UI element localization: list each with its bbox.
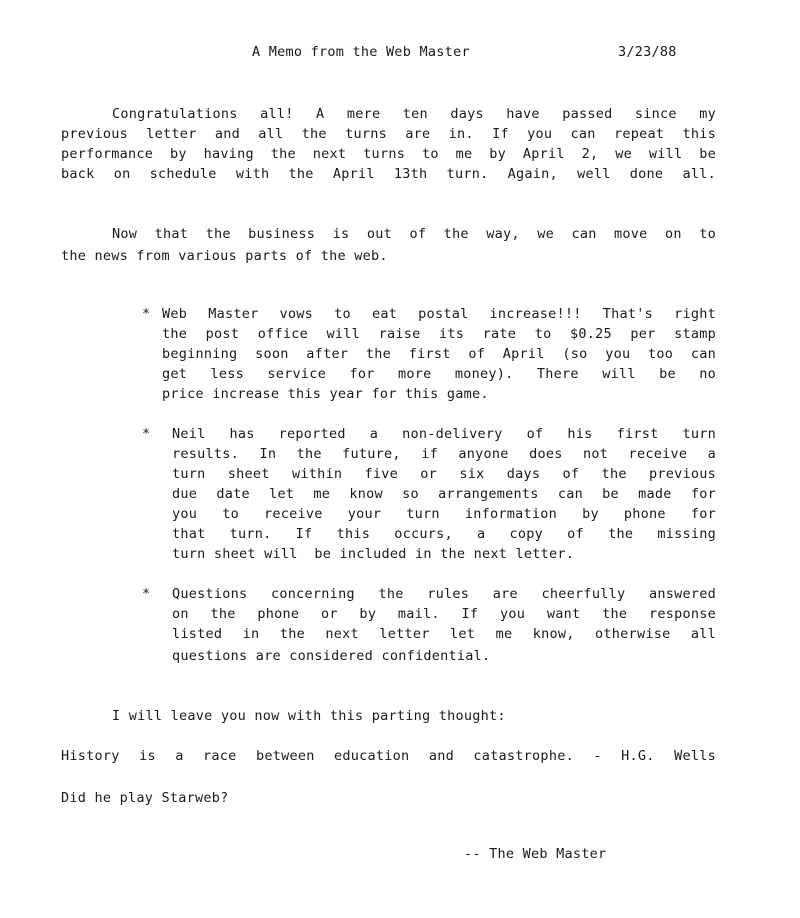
bullet-marker: * (142, 586, 151, 602)
bullet-line: beginning soon after the first of April (so you too can (162, 346, 716, 362)
bullet-marker: * (142, 306, 151, 322)
memo-title: A Memo from the Web Master (252, 44, 470, 60)
bullet-marker: * (142, 426, 151, 442)
bullet-line: that turn. If this occurs, a copy of the missing (172, 526, 716, 542)
question-line: Did he play Starweb? (61, 790, 229, 806)
bullet-line: the post office will raise its rate to $0.25 per stamp (162, 326, 716, 342)
memo-date: 3/23/88 (618, 44, 677, 60)
bullet-line: turn sheet will be included in the next letter. (172, 546, 575, 562)
parting-line: I will leave you now with this parting thought: (112, 708, 506, 724)
paragraph-line: Now that the business is out of the way, we can move on to (112, 226, 716, 242)
quote-line: History is a race between education and catastrophe. - H.G. Wells (61, 748, 716, 764)
bullet-line: price increase this year for this game. (162, 386, 489, 402)
bullet-line: listed in the next letter let me know, otherwise all (172, 626, 716, 642)
bullet-line: questions are considered confidential. (172, 648, 491, 664)
bullet-line: Neil has reported a non-delivery of his first turn (172, 426, 716, 442)
bullet-line: Questions concerning the rules are cheerfully answered (172, 586, 716, 602)
bullet-line: Web Master vows to eat postal increase!!! That's right (162, 306, 716, 322)
paragraph-line: back on schedule with the April 13th turn. Again, well done all. (61, 166, 716, 182)
bullet-line: you to receive your turn information by phone for (172, 506, 716, 522)
paragraph-line: the news from various parts of the web. (61, 248, 388, 264)
paragraph-line: previous letter and all the turns are in. If you can repeat this (61, 126, 716, 142)
bullet-line: on the phone or by mail. If you want the response (172, 606, 716, 622)
bullet-line: turn sheet within five or six days of the previous (172, 466, 716, 482)
paragraph-line: performance by having the next turns to me by April 2, we will be (61, 146, 716, 162)
signature: -- The Web Master (464, 846, 607, 862)
paragraph-line: Congratulations all! A mere ten days have passed since my (112, 106, 716, 122)
bullet-line: due date let me know so arrangements can be made for (172, 486, 716, 502)
bullet-line: get less service for more money). There will be no (162, 366, 716, 382)
bullet-line: results. In the future, if anyone does not receive a (172, 446, 716, 462)
